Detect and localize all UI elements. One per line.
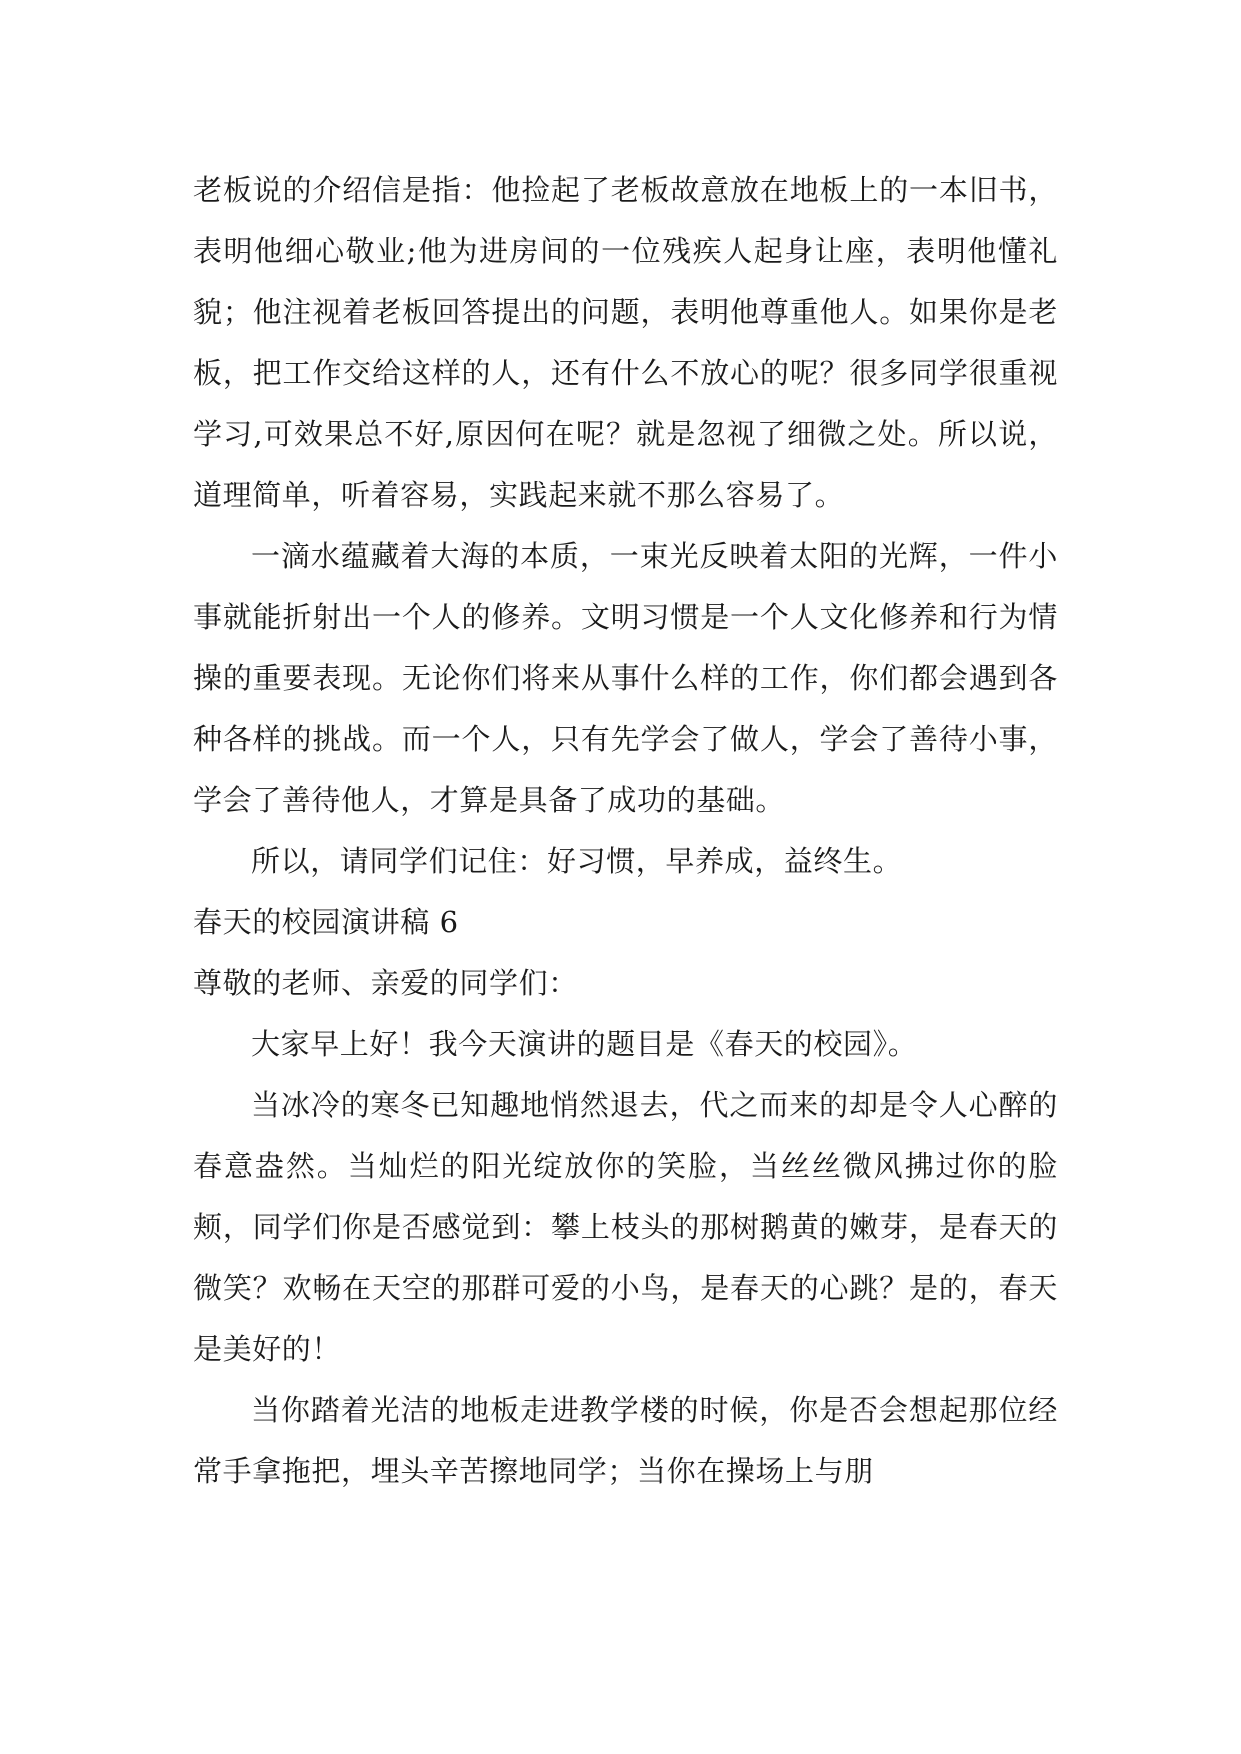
- paragraph-greeting: 大家早上好！我今天演讲的题目是《春天的校园》。: [251, 1027, 918, 1061]
- salutation: 尊敬的老师、亲爱的同学们：: [193, 966, 578, 1000]
- document-body: [193, 160, 1058, 1502]
- paragraph-teaching-building: 当你踏着光洁的地板走进教学楼的时候，你是否会想起那位经常手拿拖把，埋头辛苦擦地同学；当你在操场上与朋: [193, 1393, 1058, 1488]
- section-title: 春天的校园演讲稿 6: [193, 905, 459, 939]
- paragraph-introduction-letter: 老板说的介绍信是指：他捡起了老板故意放在地板上的一本旧书，表明他细心敬业;他为进房间的一位残疾人起身让座，表明他懂礼貌；他注视着老板回答提出的问题，表明他尊重他人。如果你是老板，把工作交给这样的人，还有什么不放心的呢？很多同学很重视学习,可效果总不好,原因何在呢？就是忽视了细微之处。所以说，道理简单，听着容易，实践起来就不那么容易了。: [193, 173, 1058, 512]
- paragraph-drop-of-water: 一滴水蕴藏着大海的本质，一束光反映着太阳的光辉，一件小事就能折射出一个人的修养。文明习惯是一个人文化修养和行为情操的重要表现。无论你们将来从事什么样的工作，你们都会遇到各种各样的挑战。而一个人，只有先学会了做人，学会了善待小事，学会了善待他人，才算是具备了成功的基础。: [193, 539, 1058, 817]
- paragraph-spring-arrives: 当冰冷的寒冬已知趣地悄然退去，代之而来的却是令人心醉的春意盎然。当灿烂的阳光绽放你的笑脸，当丝丝微风拂过你的脸颊，同学们你是否感觉到：攀上枝头的那树鹅黄的嫩芽，是春天的微笑？欢畅在天空的那群可爱的小鸟，是春天的心跳？是的，春天是美好的！: [193, 1088, 1058, 1366]
- paragraph-good-habits: 所以，请同学们记住：好习惯，早养成，益终生。: [251, 844, 903, 878]
